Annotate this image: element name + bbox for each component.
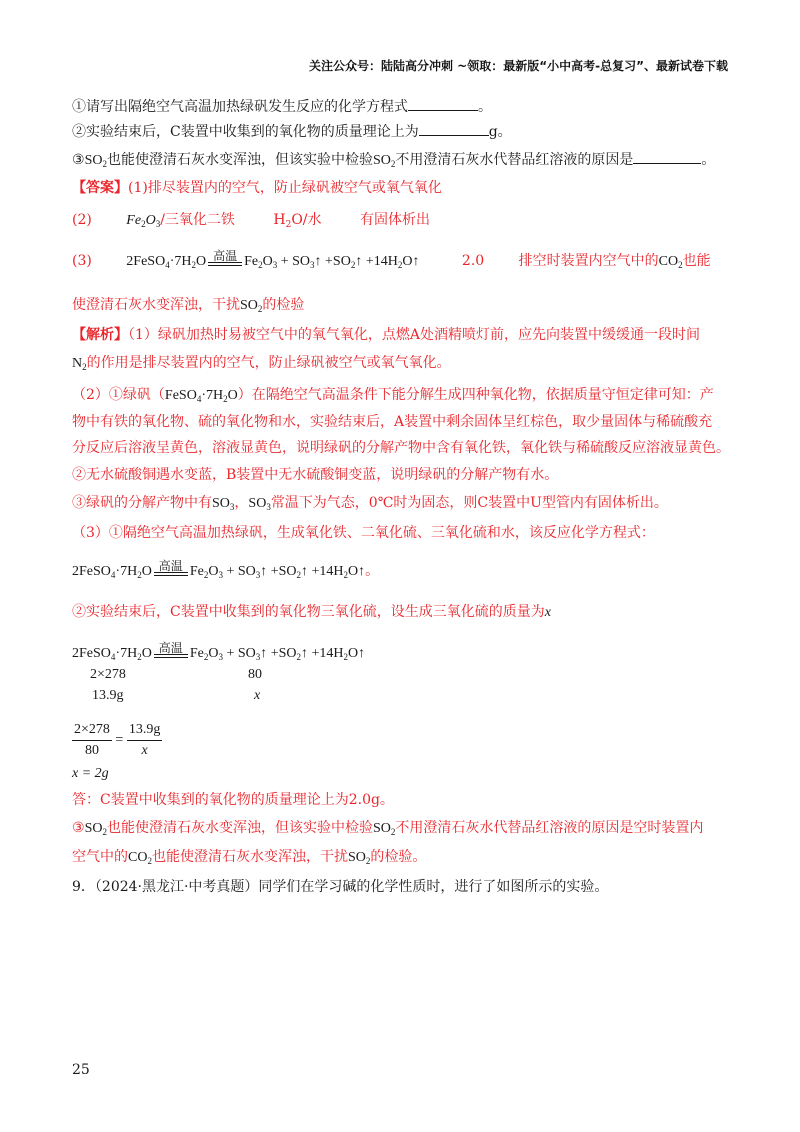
answer-2-no: (2) [72,212,92,228]
so2-formula: $SO_2$ [84,153,107,169]
question-3 [72,150,715,171]
conclusion: 答：C装置中收集到的氧化物的质量理论上为2.0g。 [72,792,394,808]
fraction-den-2: x [141,743,148,758]
answer-2-c: 有固体析出 [359,212,430,228]
solution-2 [72,385,714,406]
answer-blank[interactable] [408,98,478,111]
solution-3-c-b: 也能使澄清石灰水变浑浊，但该实验中检验 [106,820,373,836]
fraction-den-1: 80 [84,743,99,758]
solution-2-f-a: ③绿矾的分解产物中有 [72,495,212,511]
fe2o3-formula: $Fe_2O_3$ [126,213,161,229]
q2-text: ②实验结束后，C装置中收集到的氧化物的质量理论上为 [72,124,419,140]
q1-text: ①请写出隔绝空气高温加热绿矾发生反应的化学方程式 [72,99,408,115]
question-2 [72,122,512,142]
solution-3-c-f: 的检验。 [370,849,427,865]
q1-end: 。 [478,99,492,115]
fraction-num-2: 13.9g [127,720,163,741]
question-1 [72,97,492,117]
solution-2-a: （2）①绿矾（ [72,387,165,403]
calc-given: 13.9g [92,688,124,703]
answer-1 [72,178,442,198]
calc-mass-1: 2×278 [90,667,126,682]
solution-2-e: ②无水硫酸铜遇水变蓝，B装置中无水硫酸铜变蓝，说明绿矾的分解产物有水。 [72,467,559,483]
answer-blank[interactable] [633,151,701,164]
answer-3-reason-c: 使澄清石灰水变浑浊，干扰 [72,297,240,313]
so3-formula: $SO_3$ [248,496,271,512]
answer-1-text: (1)排尽装置内的空气，防止绿矾被空气或氧气氧化 [128,180,442,196]
solution-3-a: （3）①隔绝空气高温加热绿矾，生成氧化铁、二氧化硫、三氧化硫和水，该反应化学方程式： [72,525,655,541]
q3-text-c: 不用澄清石灰水代替品红溶液的原因是 [395,152,634,168]
solution-3-b [72,602,551,623]
q3-text-b: 也能使澄清石灰水变浑浊，但该实验中检验 [106,152,373,168]
n2-formula: $N_2$ [72,356,87,372]
calc-fraction: $\frac{2\times 278}{80}$ = $\frac{13.9g}{x}$ [72,720,162,761]
calc-mass-2: 80 [248,667,262,682]
fraction-num-1: 2×278 [72,720,112,741]
variable-x: x [544,605,551,620]
calc-result [72,764,109,784]
calc-x: x [254,688,261,703]
solution-2-b: ）在隔绝空气高温条件下能分解生成四种氧化物，依据质量守恒定律可知：产 [237,387,714,403]
so2-formula: $SO_2$ [372,153,396,169]
solution-equation: $2FeSO_4\cdot 7H_2O$ 高温 $Fe_2O_3$ + $SO_3↑$ $+SO_2↑$ $+14H_2O↑$。 [72,559,380,580]
answer-3 [72,250,711,272]
answer-3-reason-b: 也能 [682,253,711,269]
solution-1 [72,325,700,345]
answer-3-reason: 排空时装置内空气中的 [518,253,659,269]
answer-blank[interactable] [419,123,489,136]
co2-formula: $CO_2$ [658,254,683,270]
condition-label: 高温 [213,249,238,263]
q3-num: ③ [72,152,85,168]
page-number: 25 [72,1062,90,1078]
solution-1-cont [72,353,451,374]
co2-formula: $CO_2$ [128,850,152,866]
calc-result-text: x = 2g [72,766,109,781]
calc-equation [72,642,365,664]
q2-end: g。 [488,124,512,140]
solution-3-b-text: ②实验结束后，C装置中收集到的氧化物三氧化硫，设生成三氧化硫的质量为 [72,604,545,620]
so2-formula: $SO_2$ [84,821,107,837]
so2-formula: $SO_2$ [240,298,263,314]
solution-tag: 【解析】 [72,327,128,343]
answer-2-b: $H_2O/$水 [273,212,322,230]
so2-formula: $SO_2$ [347,850,371,866]
solution-3-c-cont [72,847,426,868]
equation: $2FeSO_4\cdot 7H_2O$ 高温 $Fe_2O_3$ + $SO_3↑$ $+SO_2↑$ $+14H_2O↑$ [72,559,366,580]
answer-3-no: (3) [72,253,92,269]
solution-2-f: ③绿矾的分解产物中有$SO_3$，$SO_3$常温下为气态，0℃时为固态，则C装置中U型管内有固体析出。 [72,495,668,512]
equation: $2FeSO_4\cdot 7H_2O$ 高温 $Fe_2O_3$ + $SO_3↑$ $+SO_2↑$ $+14H_2O↑$ [72,641,366,662]
solution-3-c-a: ③ [72,820,85,836]
equation: $2FeSO_4\cdot 7H_2O$ 高温 $Fe_2O_3$ + $SO_3↑$ $+SO_2↑$ $+14H_2O↑$ [126,249,420,270]
solution-3-c-c: 不用澄清石灰水代替品红溶液的原因是空时装置内 [395,820,704,836]
answer-3-reason-d: 的检验 [262,297,305,313]
solution-3-c-d: 空气中的 [72,849,128,865]
solution-2-d: 分反应后溶液呈黄色，溶液显黄色，说明绿矾的分解产物中含有氧化铁，氧化铁与稀硫酸反应溶液显黄色。 [72,440,730,456]
answer-3-value: 2.0 [461,253,485,269]
solution-3-c-e: 也能使澄清石灰水变浑浊，干扰 [151,849,348,865]
answer-2-a: /三氧化二铁 [160,212,235,228]
q3-end: 。 [701,152,716,168]
condition-label: 高温 [158,559,183,573]
page-header: 关注公众号：陆陆高分冲刺 ~领取：最新版“小中高考-总复习”、最新试卷下载 [309,59,728,73]
question-9: 9．（2024·黑龙江·中考真题）同学们在学习碱的化学性质时，进行了如图所示的实验。 [72,879,609,895]
solution-1-b: 的作用是排尽装置内的空气，防止绿矾被空气或氧气氧化。 [86,355,451,371]
condition-label: 高温 [158,641,183,655]
solution-2-c: 物中有铁的氧化物、硫的氧化物和水，实验结束后，A装置中剩余固体呈红棕色，取少量固体与稀硫酸充 [72,414,713,430]
solution-1-a: （1）绿矾加热时易被空气中的氧气氧化，点燃A处酒精喷灯前，应先向装置中缓缓通一段时间 [128,327,701,343]
answer-tag: 【答案】 [72,180,128,196]
green-vitriol-formula: $FeSO_4\cdot 7H_2O$ [164,388,238,404]
answer-3-cont [72,295,304,316]
answer-2 [72,210,430,231]
so3-formula: $SO_3$ [212,496,235,512]
solution-3-c [72,818,703,839]
so2-formula: $SO_2$ [372,821,396,837]
solution-2-f-b: 常温下为气态，0℃时为固态，则C装置中U型管内有固体析出。 [270,495,668,511]
